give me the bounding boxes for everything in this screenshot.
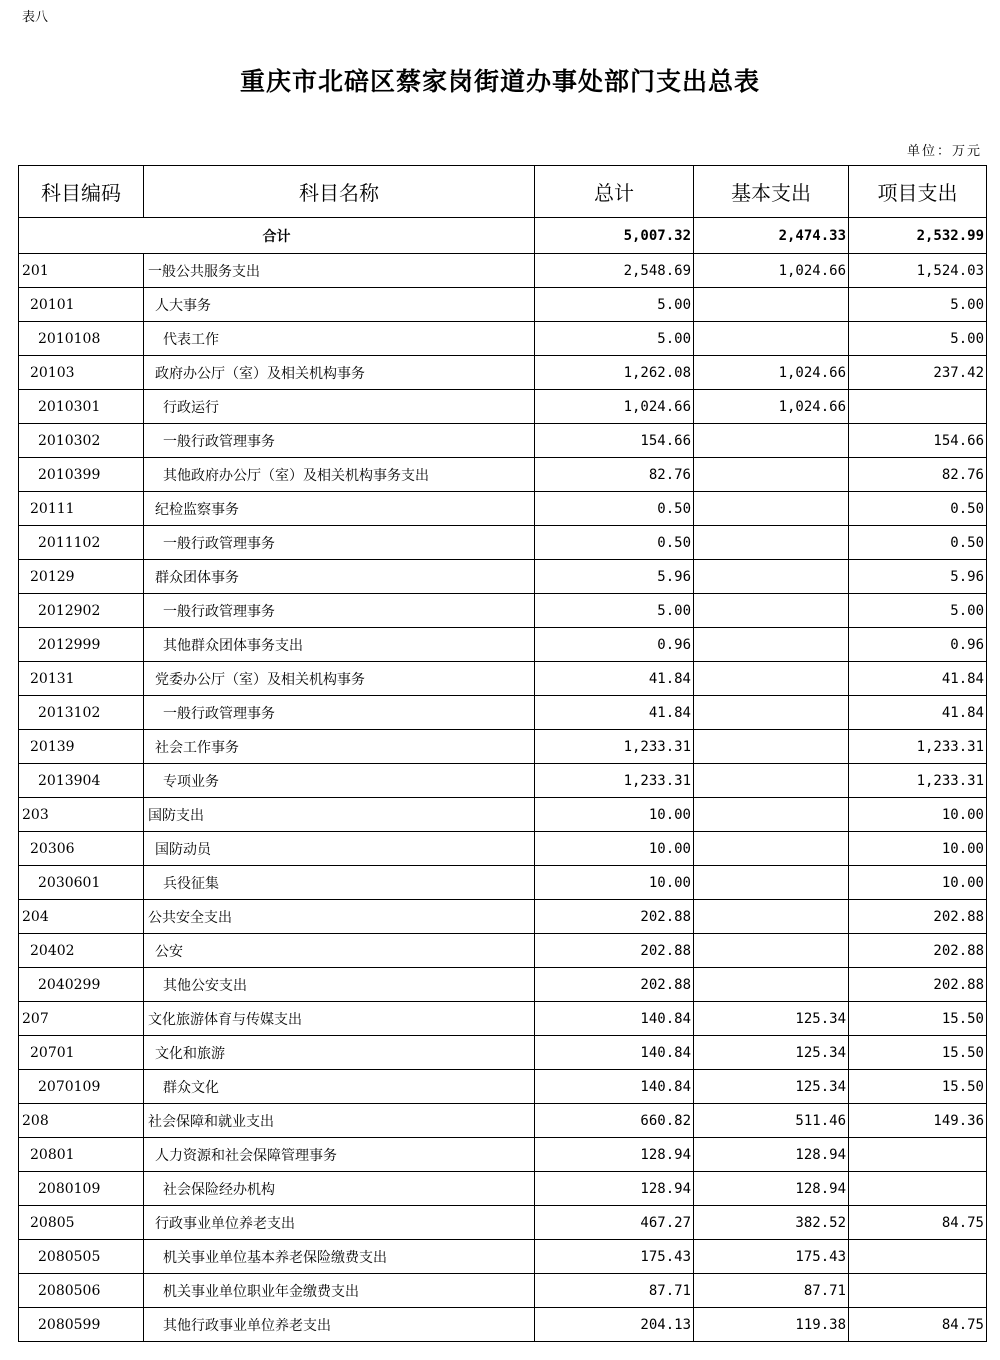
header-total: 总计 bbox=[535, 166, 694, 218]
cell-basic bbox=[694, 832, 849, 866]
cell-project: 1,233.31 bbox=[849, 730, 987, 764]
table-row bbox=[19, 1104, 987, 1138]
cell-code: 20131 bbox=[19, 662, 144, 696]
cell-total: 87.71 bbox=[535, 1274, 694, 1308]
cell-total: 5.00 bbox=[535, 322, 694, 356]
cell-project: 10.00 bbox=[849, 832, 987, 866]
cell-code: 207 bbox=[19, 1002, 144, 1036]
cell-basic: 119.38 bbox=[694, 1308, 849, 1342]
cell-total: 5.00 bbox=[535, 288, 694, 322]
cell-project: 5.00 bbox=[849, 594, 987, 628]
table-row bbox=[19, 526, 987, 560]
cell-name: 公共安全支出 bbox=[144, 900, 535, 934]
cell-basic bbox=[694, 866, 849, 900]
cell-name: 群众团体事务 bbox=[144, 560, 535, 594]
cell-basic bbox=[694, 492, 849, 526]
cell-project: 149.36 bbox=[849, 1104, 987, 1138]
cell-project: 5.96 bbox=[849, 560, 987, 594]
cell-project: 15.50 bbox=[849, 1070, 987, 1104]
cell-project: 82.76 bbox=[849, 458, 987, 492]
cell-name: 一般行政管理事务 bbox=[144, 424, 535, 458]
table-row bbox=[19, 968, 987, 1002]
cell-total: 0.50 bbox=[535, 526, 694, 560]
cell-total: 1,233.31 bbox=[535, 730, 694, 764]
expenditure-table bbox=[18, 165, 987, 1342]
table-row bbox=[19, 832, 987, 866]
cell-code: 20805 bbox=[19, 1206, 144, 1240]
cell-basic: 87.71 bbox=[694, 1274, 849, 1308]
cell-code: 20306 bbox=[19, 832, 144, 866]
cell-code: 20103 bbox=[19, 356, 144, 390]
cell-name: 一般行政管理事务 bbox=[144, 594, 535, 628]
cell-basic bbox=[694, 968, 849, 1002]
cell-name: 文化和旅游 bbox=[144, 1036, 535, 1070]
cell-basic bbox=[694, 730, 849, 764]
cell-project bbox=[849, 1138, 987, 1172]
cell-basic: 382.52 bbox=[694, 1206, 849, 1240]
cell-code: 2010108 bbox=[19, 322, 144, 356]
cell-project bbox=[849, 1240, 987, 1274]
cell-code: 2080109 bbox=[19, 1172, 144, 1206]
cell-code: 2010302 bbox=[19, 424, 144, 458]
table-row bbox=[19, 1240, 987, 1274]
cell-name: 兵役征集 bbox=[144, 866, 535, 900]
cell-total: 202.88 bbox=[535, 968, 694, 1002]
cell-basic bbox=[694, 900, 849, 934]
table-row bbox=[19, 1274, 987, 1308]
cell-code: 20129 bbox=[19, 560, 144, 594]
cell-project: 41.84 bbox=[849, 662, 987, 696]
cell-name: 社会工作事务 bbox=[144, 730, 535, 764]
cell-total: 5.00 bbox=[535, 594, 694, 628]
header-row bbox=[19, 166, 987, 218]
cell-code: 208 bbox=[19, 1104, 144, 1138]
cell-total: 204.13 bbox=[535, 1308, 694, 1342]
cell-total: 1,233.31 bbox=[535, 764, 694, 798]
cell-code: 20701 bbox=[19, 1036, 144, 1070]
cell-project: 237.42 bbox=[849, 356, 987, 390]
cell-name: 机关事业单位职业年金缴费支出 bbox=[144, 1274, 535, 1308]
table-row bbox=[19, 322, 987, 356]
cell-total: 10.00 bbox=[535, 832, 694, 866]
cell-total: 41.84 bbox=[535, 696, 694, 730]
table-row bbox=[19, 390, 987, 424]
total-row bbox=[19, 218, 987, 254]
cell-name: 社会保险经办机构 bbox=[144, 1172, 535, 1206]
cell-project: 0.50 bbox=[849, 526, 987, 560]
cell-code: 20111 bbox=[19, 492, 144, 526]
cell-code: 2011102 bbox=[19, 526, 144, 560]
cell-code: 203 bbox=[19, 798, 144, 832]
cell-name: 社会保障和就业支出 bbox=[144, 1104, 535, 1138]
table-row bbox=[19, 492, 987, 526]
cell-name: 其他行政事业单位养老支出 bbox=[144, 1308, 535, 1342]
total-label: 合计 bbox=[19, 218, 535, 254]
cell-project: 154.66 bbox=[849, 424, 987, 458]
cell-basic bbox=[694, 764, 849, 798]
table-row bbox=[19, 1308, 987, 1342]
cell-name: 人大事务 bbox=[144, 288, 535, 322]
cell-basic: 128.94 bbox=[694, 1138, 849, 1172]
table-row bbox=[19, 424, 987, 458]
cell-project: 202.88 bbox=[849, 934, 987, 968]
cell-basic bbox=[694, 526, 849, 560]
cell-code: 2012902 bbox=[19, 594, 144, 628]
cell-total: 140.84 bbox=[535, 1036, 694, 1070]
cell-basic bbox=[694, 560, 849, 594]
cell-basic: 1,024.66 bbox=[694, 390, 849, 424]
cell-basic: 1,024.66 bbox=[694, 356, 849, 390]
table-row bbox=[19, 730, 987, 764]
header-project: 项目支出 bbox=[849, 166, 987, 218]
cell-total: 10.00 bbox=[535, 866, 694, 900]
cell-code: 2070109 bbox=[19, 1070, 144, 1104]
table-row bbox=[19, 288, 987, 322]
cell-basic bbox=[694, 288, 849, 322]
cell-project: 10.00 bbox=[849, 866, 987, 900]
cell-basic bbox=[694, 934, 849, 968]
cell-project: 15.50 bbox=[849, 1036, 987, 1070]
unit-label: 单位：万元 bbox=[906, 144, 982, 159]
table-row bbox=[19, 798, 987, 832]
cell-name: 人力资源和社会保障管理事务 bbox=[144, 1138, 535, 1172]
cell-total: 2,548.69 bbox=[535, 254, 694, 288]
cell-project: 84.75 bbox=[849, 1308, 987, 1342]
cell-code: 2010301 bbox=[19, 390, 144, 424]
cell-total: 1,024.66 bbox=[535, 390, 694, 424]
cell-name: 一般行政管理事务 bbox=[144, 696, 535, 730]
cell-name: 其他群众团体事务支出 bbox=[144, 628, 535, 662]
cell-code: 20801 bbox=[19, 1138, 144, 1172]
cell-total: 467.27 bbox=[535, 1206, 694, 1240]
cell-name: 国防动员 bbox=[144, 832, 535, 866]
cell-code: 20101 bbox=[19, 288, 144, 322]
cell-name: 群众文化 bbox=[144, 1070, 535, 1104]
cell-project: 15.50 bbox=[849, 1002, 987, 1036]
cell-project: 41.84 bbox=[849, 696, 987, 730]
table-row bbox=[19, 356, 987, 390]
cell-basic bbox=[694, 628, 849, 662]
cell-basic bbox=[694, 594, 849, 628]
cell-code: 2013102 bbox=[19, 696, 144, 730]
cell-total: 0.50 bbox=[535, 492, 694, 526]
cell-code: 2080505 bbox=[19, 1240, 144, 1274]
table-row bbox=[19, 1206, 987, 1240]
cell-code: 2080599 bbox=[19, 1308, 144, 1342]
cell-project: 10.00 bbox=[849, 798, 987, 832]
cell-total: 128.94 bbox=[535, 1172, 694, 1206]
table-row bbox=[19, 1002, 987, 1036]
cell-name: 国防支出 bbox=[144, 798, 535, 832]
cell-project: 0.96 bbox=[849, 628, 987, 662]
cell-basic: 1,024.66 bbox=[694, 254, 849, 288]
cell-name: 政府办公厅（室）及相关机构事务 bbox=[144, 356, 535, 390]
cell-total: 1,262.08 bbox=[535, 356, 694, 390]
table-row bbox=[19, 628, 987, 662]
header-basic: 基本支出 bbox=[694, 166, 849, 218]
cell-name: 其他公安支出 bbox=[144, 968, 535, 1002]
cell-name: 行政事业单位养老支出 bbox=[144, 1206, 535, 1240]
cell-code: 2013904 bbox=[19, 764, 144, 798]
cell-code: 2012999 bbox=[19, 628, 144, 662]
table-row bbox=[19, 254, 987, 288]
table-row bbox=[19, 934, 987, 968]
table-row bbox=[19, 866, 987, 900]
cell-project: 0.50 bbox=[849, 492, 987, 526]
cell-code: 204 bbox=[19, 900, 144, 934]
cell-total: 82.76 bbox=[535, 458, 694, 492]
cell-code: 20139 bbox=[19, 730, 144, 764]
cell-project: 84.75 bbox=[849, 1206, 987, 1240]
table-row bbox=[19, 696, 987, 730]
cell-basic bbox=[694, 798, 849, 832]
cell-project bbox=[849, 1172, 987, 1206]
cell-basic bbox=[694, 322, 849, 356]
cell-name: 党委办公厅（室）及相关机构事务 bbox=[144, 662, 535, 696]
cell-total: 202.88 bbox=[535, 900, 694, 934]
cell-code: 201 bbox=[19, 254, 144, 288]
cell-basic: 175.43 bbox=[694, 1240, 849, 1274]
cell-project: 202.88 bbox=[849, 968, 987, 1002]
cell-project: 1,233.31 bbox=[849, 764, 987, 798]
cell-project: 202.88 bbox=[849, 900, 987, 934]
cell-basic: 125.34 bbox=[694, 1036, 849, 1070]
cell-name: 专项业务 bbox=[144, 764, 535, 798]
cell-project bbox=[849, 1274, 987, 1308]
total-project: 2,532.99 bbox=[849, 218, 987, 254]
cell-project: 5.00 bbox=[849, 322, 987, 356]
cell-total: 128.94 bbox=[535, 1138, 694, 1172]
cell-total: 0.96 bbox=[535, 628, 694, 662]
cell-code: 2040299 bbox=[19, 968, 144, 1002]
cell-basic bbox=[694, 662, 849, 696]
header-name: 科目名称 bbox=[144, 166, 535, 218]
table-row bbox=[19, 1138, 987, 1172]
table-row bbox=[19, 560, 987, 594]
cell-code: 2030601 bbox=[19, 866, 144, 900]
table-body bbox=[19, 218, 987, 1342]
header-code: 科目编码 bbox=[19, 166, 144, 218]
cell-name: 机关事业单位基本养老保险缴费支出 bbox=[144, 1240, 535, 1274]
cell-basic: 125.34 bbox=[694, 1070, 849, 1104]
table-row bbox=[19, 1172, 987, 1206]
total-basic: 2,474.33 bbox=[694, 218, 849, 254]
table-row bbox=[19, 1070, 987, 1104]
cell-name: 行政运行 bbox=[144, 390, 535, 424]
cell-total: 41.84 bbox=[535, 662, 694, 696]
page-title: 重庆市北碚区蔡家岗街道办事处部门支出总表 bbox=[239, 67, 760, 96]
cell-total: 154.66 bbox=[535, 424, 694, 458]
cell-project: 1,524.03 bbox=[849, 254, 987, 288]
cell-name: 一般行政管理事务 bbox=[144, 526, 535, 560]
cell-name: 其他政府办公厅（室）及相关机构事务支出 bbox=[144, 458, 535, 492]
cell-code: 20402 bbox=[19, 934, 144, 968]
cell-project bbox=[849, 390, 987, 424]
table-row bbox=[19, 662, 987, 696]
cell-total: 202.88 bbox=[535, 934, 694, 968]
cell-basic: 128.94 bbox=[694, 1172, 849, 1206]
page-label: 表八 bbox=[22, 10, 49, 25]
cell-name: 代表工作 bbox=[144, 322, 535, 356]
cell-basic bbox=[694, 696, 849, 730]
table-row bbox=[19, 594, 987, 628]
cell-basic: 125.34 bbox=[694, 1002, 849, 1036]
cell-name: 一般公共服务支出 bbox=[144, 254, 535, 288]
cell-project: 5.00 bbox=[849, 288, 987, 322]
cell-total: 5.96 bbox=[535, 560, 694, 594]
cell-total: 140.84 bbox=[535, 1002, 694, 1036]
cell-total: 10.00 bbox=[535, 798, 694, 832]
cell-basic: 511.46 bbox=[694, 1104, 849, 1138]
total-total: 5,007.32 bbox=[535, 218, 694, 254]
cell-name: 文化旅游体育与传媒支出 bbox=[144, 1002, 535, 1036]
cell-name: 公安 bbox=[144, 934, 535, 968]
cell-name: 纪检监察事务 bbox=[144, 492, 535, 526]
table-row bbox=[19, 764, 987, 798]
table-row bbox=[19, 458, 987, 492]
cell-basic bbox=[694, 458, 849, 492]
table-row bbox=[19, 1036, 987, 1070]
cell-total: 175.43 bbox=[535, 1240, 694, 1274]
cell-total: 660.82 bbox=[535, 1104, 694, 1138]
cell-basic bbox=[694, 424, 849, 458]
cell-code: 2080506 bbox=[19, 1274, 144, 1308]
table-row bbox=[19, 900, 987, 934]
cell-total: 140.84 bbox=[535, 1070, 694, 1104]
cell-code: 2010399 bbox=[19, 458, 144, 492]
